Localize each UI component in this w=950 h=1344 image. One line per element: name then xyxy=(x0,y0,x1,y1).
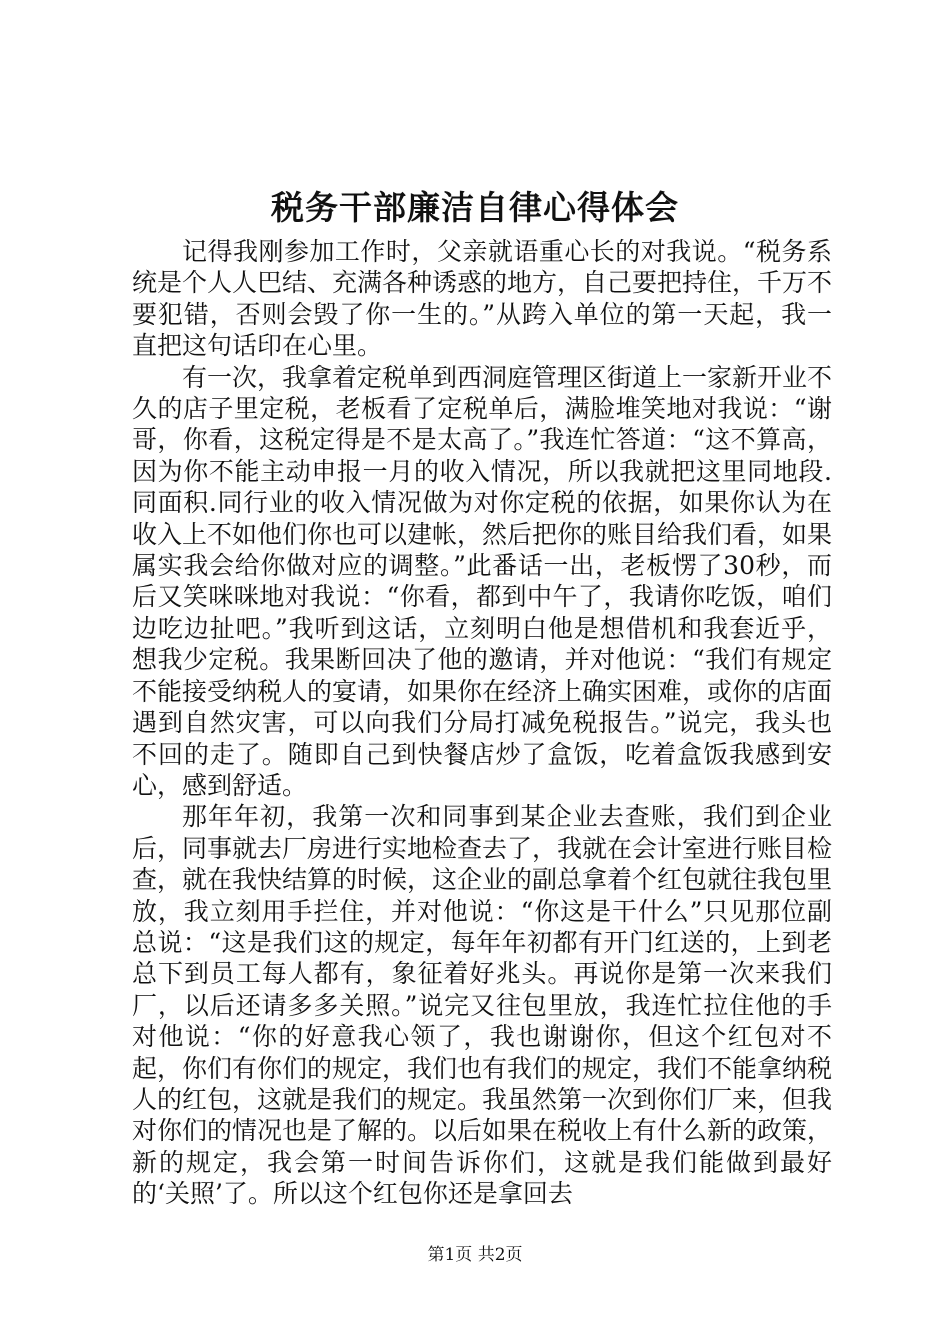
document-title: 税务干部廉洁自律心得体会 xyxy=(271,188,679,227)
paragraph-2: 有一次，我拿着定税单到西洞庭管理区街道上一家新开业不久的店子里定税，老板看了定税单后，满脸堆笑地对我说：“谢哥，你看，这税定得是不是太高了。”我连忙答道：“这不算高，因为你不能主动申报一月的收入情况，所以我就把这里同地段.同面积.同行业的收入情况做为对你定税的依据，如果你认为在收入上不如他们你也可以建帐，然后把你的账目给我们看，如果属实我会给你做对应的调整。”此番话一出，老板愣了30秒，而后又笑咪咪地对我说：“你看，都到中午了，我请你吃饭，咱们边吃边扯吧。”我听到这话，立刻明白他是想借机和我套近乎，想我少定税。我果断回决了他的邀请，并对他说：“我们有规定不能接受纳税人的宴请，如果你在经济上确实困难，或你的店面遇到自然灾害，可以向我们分局打减免税报告。”说完，我头也不回的走了。随即自己到快餐店炒了盒饭，吃着盒饭我感到安心，感到舒适。 xyxy=(132,362,833,800)
paragraph-1: 记得我刚参加工作时，父亲就语重心长的对我说。“税务系统是个人人巴结、充满各种诱惑的地方，自己要把持住，千万不要犯错，否则会毁了你一生的。”从跨入单位的第一天起，我一直把这句话印在心里。 xyxy=(132,237,833,361)
paragraph-3: 那年年初，我第一次和同事到某企业去查账，我们到企业后，同事就去厂房进行实地检查去了，我就在会计室进行账目检查，就在我快结算的时候，这企业的副总拿着个红包就往我包里放，我立刻用手拦住，并对他说：“你这是干什么”只见那位副总说：“这是我们这的规定，每年年初都有开门红送的，上到老总下到员工每人都有，象征着好兆头。再说你是第一次来我们厂，以后还请多多关照。”说完又往包里放，我连忙拉住他的手对他说：“你的好意我心领了，我也谢谢你，但这个红包对不起，你们有你们的规定，我们也有我们的规定，我们不能拿纳税人的红包，这就是我们的规定。我虽然第一次到你们厂来，但我对你们的情况也是了解的。以后如果在税收上有什么新的政策，新的规定，我会第一时间告诉你们，这就是我们能做到最好的‘关照’了。所以这个红包你还是拿回去 xyxy=(132,802,833,1209)
page-number-footer: 第1页 共2页 xyxy=(427,1245,523,1265)
document-body xyxy=(132,236,832,1210)
